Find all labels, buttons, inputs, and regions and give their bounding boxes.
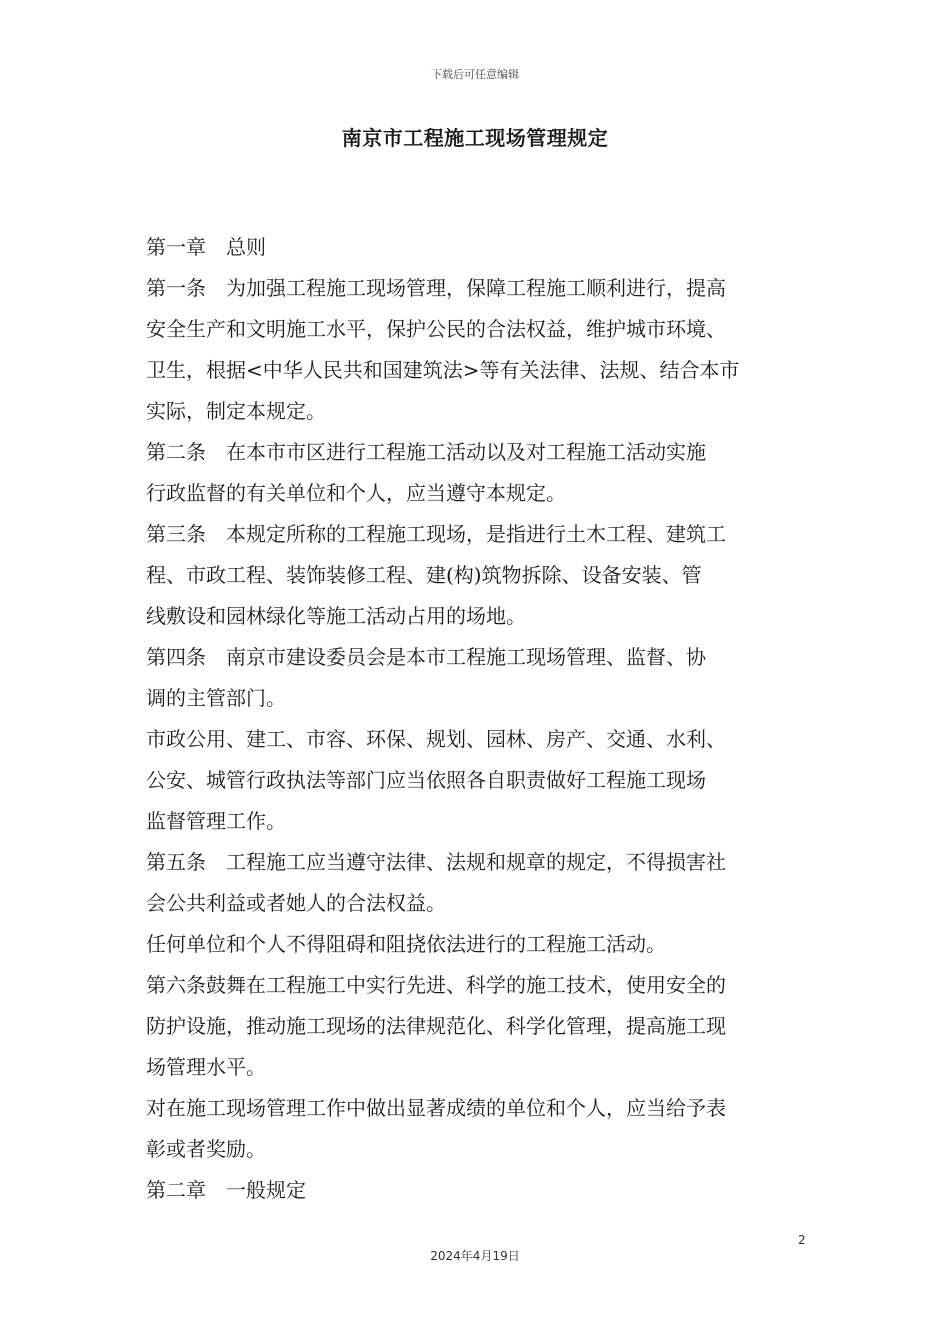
page-number: 2 <box>798 1233 806 1247</box>
body-line: 第二章 一般规定 <box>146 1178 306 1202</box>
body-line: 第六条鼓舞在工程施工中实行先进、科学的施工技术，使用安全的 <box>146 973 726 997</box>
body-line: 实际，制定本规定。 <box>146 399 326 423</box>
body-line: 第二条 在本市市区进行工程施工活动以及对工程施工活动实施 <box>146 440 706 464</box>
body-line: 行政监督的有关单位和个人，应当遵守本规定。 <box>146 481 566 505</box>
body-line: 监督管理工作。 <box>146 809 286 833</box>
body-line: 彰或者奖励。 <box>146 1137 266 1161</box>
body-line: 程、市政工程、装饰装修工程、建(构)筑物拆除、设备安装、管 <box>146 563 702 587</box>
body-line: 场管理水平。 <box>146 1055 266 1079</box>
body-line: 公安、城管行政执法等部门应当依照各自职责做好工程施工现场 <box>146 768 706 792</box>
body-line: 第三条 本规定所称的工程施工现场，是指进行土木工程、建筑工 <box>146 522 726 546</box>
body-line: 任何单位和个人不得阻碍和阻挠依法进行的工程施工活动。 <box>146 932 666 956</box>
body-line: 对在施工现场管理工作中做出显著成绩的单位和个人，应当给予表 <box>146 1096 726 1120</box>
body-line: 防护设施，推动施工现场的法律规范化、科学化管理，提高施工现 <box>146 1014 726 1038</box>
body-line: 卫生，根据<中华人民共和国建筑法>等有关法律、法规、结合本市 <box>146 358 740 382</box>
body-line: 线敷设和园林绿化等施工活动占用的场地。 <box>146 604 526 628</box>
document-title: 南京市工程施工现场管理规定 <box>341 126 609 150</box>
body-line: 第一章 总则 <box>146 235 266 259</box>
body-line: 会公共利益或者她人的合法权益。 <box>146 891 446 915</box>
body-line: 第四条 南京市建设委员会是本市工程施工现场管理、监督、协 <box>146 645 706 669</box>
body-line: 第一条 为加强工程施工现场管理，保障工程施工顺利进行，提高 <box>146 276 726 300</box>
document-body <box>146 227 826 1211</box>
body-line: 调的主管部门。 <box>146 686 286 710</box>
page-header: 下载后可任意编辑 <box>431 68 519 81</box>
body-line: 市政公用、建工、市容、环保、规划、园林、房产、交通、水利、 <box>146 727 726 751</box>
page-footer-date: 2024年4月19日 <box>430 1249 520 1263</box>
body-line: 第五条 工程施工应当遵守法律、法规和规章的规定，不得损害社 <box>146 850 726 874</box>
body-line: 安全生产和文明施工水平，保护公民的合法权益，维护城市环境、 <box>146 317 726 341</box>
